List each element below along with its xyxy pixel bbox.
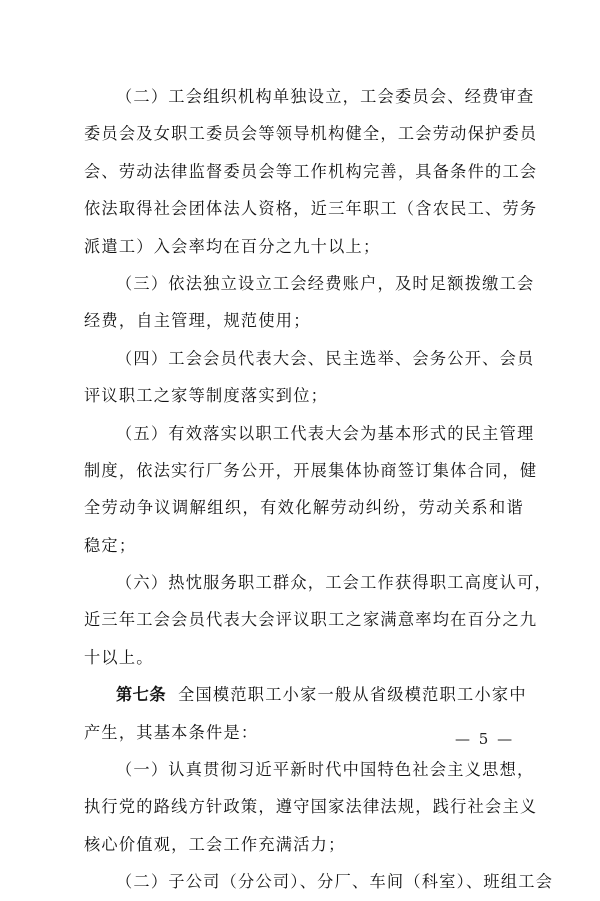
paragraph-line: 依法取得社会团体法人资格，近三年职工（含农民工、劳务 (84, 199, 538, 219)
paragraph-line: 执行党的路线方针政策，遵守国家法律法规，践行社会主义 (84, 797, 538, 817)
paragraph-line: 核心价值观，工会工作充满活力； (84, 834, 346, 854)
paragraph-line: 评议职工之家等制度落实到位； (84, 386, 329, 406)
paragraph-line: （一）认真贯彻习近平新时代中国特色社会主义思想， (116, 760, 535, 780)
paragraph-line: （二）工会组织机构单独设立，工会委员会、经费审查 (116, 87, 535, 106)
paragraph-line: 十以上。 (84, 647, 154, 667)
article-label: 第七条 (116, 685, 167, 705)
page-number: — 5 — (455, 730, 515, 748)
paragraph-line: 近三年工会会员代表大会评议职工之家满意率均在百分之九 (84, 610, 538, 630)
paragraph-line: 委员会及女职工委员会等领导机构健全，工会劳动保护委员 (84, 124, 538, 144)
paragraph-line: 经费，自主管理，规范使用； (84, 311, 311, 331)
paragraph-line: 会、劳动法律监督委员会等工作机构完善，具备条件的工会 (84, 161, 538, 181)
paragraph-line: 全劳动争议调解组织，有效化解劳动纠纷，劳动关系和谐 (84, 498, 524, 518)
paragraph-line: 产生，其基本条件是： (84, 722, 259, 742)
paragraph-line: （二）子公司（分公司）、分厂、车间（科室）、班组工会 (116, 872, 554, 892)
paragraph-line: 派遣工）入会率均在百分之九十以上； (84, 236, 381, 256)
paragraph-line: 制度，依法实行厂务公开，开展集体协商签订集体合同，健 (84, 460, 538, 480)
paragraph-line: 稳定； (84, 535, 137, 555)
paragraph-line: （四）工会会员代表大会、民主选举、会务公开、会员 (116, 348, 535, 368)
article-heading-line (84, 676, 527, 713)
document-body (84, 78, 554, 901)
paragraph-line: （五）有效落实以职工代表大会为基本形式的民主管理 (116, 423, 535, 443)
paragraph-line: （三）依法独立设立工会经费账户，及时足额拨缴工会 (116, 273, 535, 293)
article-text: 全国模范职工小家一般从省级模范职工小家中 (178, 685, 527, 705)
paragraph-line: （六）热忱服务职工群众，工会工作获得职工高度认可， (116, 573, 552, 593)
